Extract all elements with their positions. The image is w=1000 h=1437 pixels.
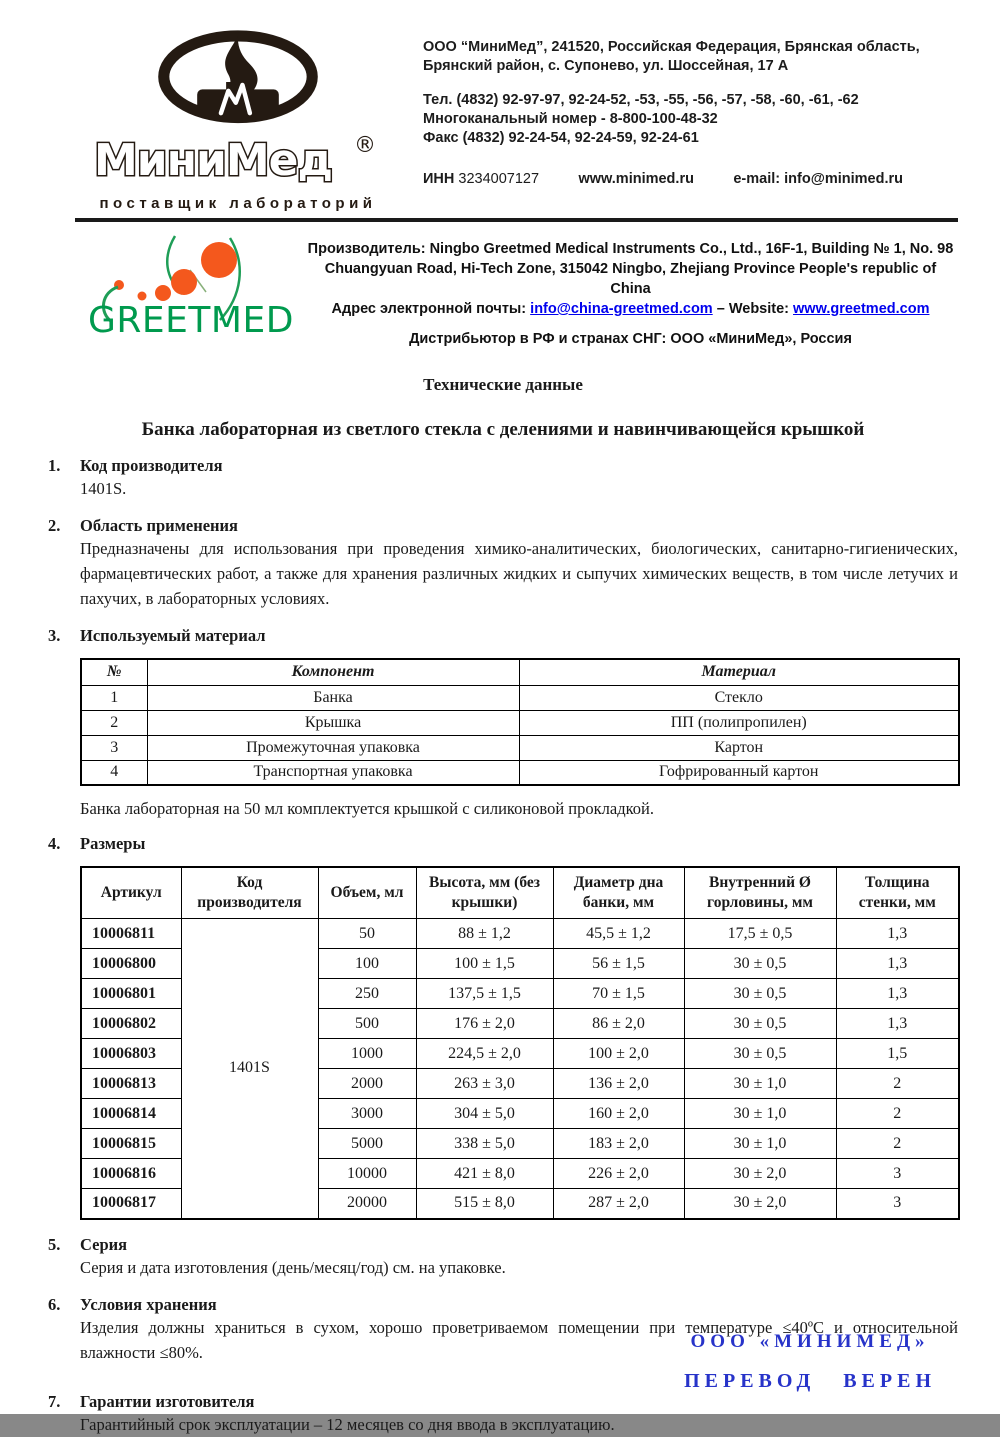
section-heading: Размеры [80, 834, 146, 853]
col-component: Компонент [147, 659, 519, 685]
section-number: 4. [48, 834, 61, 853]
section-number: 6. [48, 1294, 61, 1314]
cell-height: 100 ± 1,5 [416, 949, 553, 979]
minimed-logo [88, 30, 388, 212]
cell-component: Банка [147, 685, 519, 710]
cell-height: 137,5 ± 1,5 [416, 979, 553, 1009]
col-bottom-diameter: Диаметр дна банки, мм [553, 867, 684, 919]
company-contact [423, 30, 958, 212]
section-body: Изделия должны храниться в сухом, хорошо проветриваемом помещении при температуре ≤40ºС и относительной влажности ≤80%. [80, 1317, 958, 1362]
cell-volume: 20000 [318, 1189, 416, 1219]
cell-wall-thickness: 1,3 [836, 979, 959, 1009]
sizes-table [80, 866, 960, 1220]
cell-neck-diameter: 30 ± 0,5 [684, 1009, 836, 1039]
cell-neck-diameter: 30 ± 2,0 [684, 1159, 836, 1189]
cell-material: Картон [519, 735, 959, 760]
section-body: Гарантийный срок эксплуатации – 12 месяцев со дня ввода в эксплуатацию. [80, 1414, 615, 1434]
cell-volume: 3000 [318, 1099, 416, 1129]
greetmed-logo-art [78, 230, 300, 342]
section-number: 5. [48, 1234, 61, 1254]
document-title: Технические данные [423, 375, 583, 394]
greetmed-logo [78, 230, 303, 349]
cell-volume: 2000 [318, 1069, 416, 1099]
col-wall-thickness: Толщина стенки, мм [836, 867, 959, 919]
manufacturer-links [303, 299, 958, 319]
section-number: 1. [48, 456, 61, 475]
cell-number: 1 [81, 685, 147, 710]
cell-number: 3 [81, 735, 147, 760]
cell-height: 515 ± 8,0 [416, 1189, 553, 1219]
address-line: Брянский район, с. Супонево, ул. Шоссейная, 17 А [423, 58, 789, 74]
manufacturer-line: Производитель: Ningbo Greetmed Medical Instruments Co., Ltd., 16F-1, Building № 1, No. 98 [307, 241, 954, 257]
manufacturer-email-link[interactable]: info@china-greetmed.com [530, 301, 713, 317]
cell-number: 2 [81, 710, 147, 735]
cell-material: ПП (полипропилен) [519, 710, 959, 735]
product-title: Банка лабораторная из светлого стекла с делениями и навинчивающейся крышкой [141, 419, 865, 440]
svg-text:GREETMED: GREETMED [88, 300, 294, 341]
section-warranty [48, 1392, 958, 1437]
cell-material: Гофрированный картон [519, 760, 959, 785]
cell-height: 304 ± 5,0 [416, 1099, 553, 1129]
manufacturer-block [78, 230, 958, 349]
translation-stamp [684, 1331, 936, 1393]
registered-mark-icon: ® [354, 133, 376, 158]
cell-wall-thickness: 2 [836, 1069, 959, 1099]
col-neck-diameter: Внутренний Ø горловины, мм [684, 867, 836, 919]
inn-row [423, 170, 903, 189]
bottom-sections [48, 1235, 958, 1437]
cell-article: 10006813 [81, 1069, 181, 1099]
cell-bottom-diameter: 56 ± 1,5 [553, 949, 684, 979]
cell-article: 10006814 [81, 1099, 181, 1129]
cell-wall-thickness: 1,5 [836, 1039, 959, 1069]
fax-line: Факс (4832) 92-24-54, 92-24-59, 92-24-61 [423, 130, 699, 146]
phone-line: Многоканальный номер - 8-800-100-48-32 [423, 111, 718, 127]
distributor-line: Дистрибьютор в РФ и странах СНГ: ООО «МиниМед», Россия [409, 331, 852, 347]
stamp-company: ООО «МИНИМЕД» [690, 1330, 930, 1352]
col-article: Артикул [81, 867, 181, 919]
silicone-gasket-note: Банка лабораторная на 50 мл комплектуется крышкой с силиконовой прокладкой. [80, 799, 654, 818]
col-mfr-code: Код производителя [181, 867, 318, 919]
section-series [48, 1235, 958, 1280]
cell-wall-thickness: 2 [836, 1129, 959, 1159]
table-header-row [81, 659, 959, 685]
cell-height: 88 ± 1,2 [416, 919, 553, 949]
cell-bottom-diameter: 183 ± 2,0 [553, 1129, 684, 1159]
inn: ИНН 3234007127 [423, 171, 540, 187]
cell-number: 4 [81, 760, 147, 785]
cell-article: 10006802 [81, 1009, 181, 1039]
company-email: e-mail: info@minimed.ru [733, 171, 903, 187]
cell-component: Промежуточная упаковка [147, 735, 519, 760]
cell-article: 10006817 [81, 1189, 181, 1219]
table-row [81, 735, 959, 760]
cell-neck-diameter: 17,5 ± 0,5 [684, 919, 836, 949]
cell-volume: 250 [318, 979, 416, 1009]
cell-neck-diameter: 30 ± 1,0 [684, 1069, 836, 1099]
cell-article: 10006800 [81, 949, 181, 979]
cell-bottom-diameter: 86 ± 2,0 [553, 1009, 684, 1039]
section-application [48, 516, 958, 611]
section-heading: Условия хранения [80, 1294, 217, 1314]
cell-bottom-diameter: 287 ± 2,0 [553, 1189, 684, 1219]
cell-height: 176 ± 2,0 [416, 1009, 553, 1039]
col-height: Высота, мм (без крышки) [416, 867, 553, 919]
section-body: Серия и дата изготовления (день/месяц/год) см. на упаковке. [80, 1257, 506, 1277]
cell-volume: 50 [318, 919, 416, 949]
cell-neck-diameter: 30 ± 0,5 [684, 979, 836, 1009]
section-body: Предназначены для использования при проведения химико-аналитических, биологических, санитарно-гигиенических, фармацевтических работ, а также для хранения различных жидких и сыпучих химических веществ, в том числе летучих и пахучих, в лабораторных условиях. [80, 539, 958, 608]
cell-volume: 5000 [318, 1129, 416, 1159]
section-heading: Гарантии изготовителя [80, 1391, 255, 1411]
cell-volume: 1000 [318, 1039, 416, 1069]
cell-neck-diameter: 30 ± 0,5 [684, 949, 836, 979]
cell-volume: 500 [318, 1009, 416, 1039]
cell-neck-diameter: 30 ± 2,0 [684, 1189, 836, 1219]
header-divider [75, 218, 958, 222]
cell-wall-thickness: 2 [836, 1099, 959, 1129]
cell-neck-diameter: 30 ± 1,0 [684, 1129, 836, 1159]
cell-bottom-diameter: 160 ± 2,0 [553, 1099, 684, 1129]
logo-tagline: поставщик лабораторий [99, 195, 377, 212]
cell-bottom-diameter: 226 ± 2,0 [553, 1159, 684, 1189]
table-row [81, 710, 959, 735]
table-header-row [81, 867, 959, 919]
section-number: 2. [48, 516, 61, 535]
cell-article: 10006811 [81, 919, 181, 949]
cell-article: 10006815 [81, 1129, 181, 1159]
section-heading: Область применения [80, 516, 238, 535]
cell-article: 10006803 [81, 1039, 181, 1069]
cell-bottom-diameter: 100 ± 2,0 [553, 1039, 684, 1069]
section-heading: Серия [80, 1234, 128, 1254]
cell-neck-diameter: 30 ± 0,5 [684, 1039, 836, 1069]
cell-bottom-diameter: 136 ± 2,0 [553, 1069, 684, 1099]
materials-table [80, 658, 960, 786]
cell-volume: 10000 [318, 1159, 416, 1189]
section-sizes [48, 834, 958, 854]
table-row [81, 685, 959, 710]
section-manufacturer-code [48, 456, 958, 501]
section-heading: Код производителя [80, 456, 223, 475]
cell-article: 10006816 [81, 1159, 181, 1189]
cell-wall-thickness: 1,3 [836, 1009, 959, 1039]
website-label: – Website: [712, 301, 794, 317]
address-line: ООО “МиниМед”, 241520, Российская Федерация, Брянская область, [423, 39, 920, 55]
cell-wall-thickness: 3 [836, 1159, 959, 1189]
cell-bottom-diameter: 70 ± 1,5 [553, 979, 684, 1009]
cell-component: Транспортная упаковка [147, 760, 519, 785]
cell-article: 10006801 [81, 979, 181, 1009]
cell-height: 263 ± 3,0 [416, 1069, 553, 1099]
manufacturer-line: Chuangyuan Road, Hi-Tech Zone, 315042 Ningbo, Zhejiang Province People's republic of China [324, 261, 937, 297]
cell-neck-diameter: 30 ± 1,0 [684, 1099, 836, 1129]
cell-wall-thickness: 1,3 [836, 949, 959, 979]
cell-wall-thickness: 3 [836, 1189, 959, 1219]
phone-line: Тел. (4832) 92-97-97, 92-24-52, -53, -55, -56, -57, -58, -60, -61, -62 [423, 92, 859, 108]
email-label: Адрес электронной почты: [331, 301, 531, 317]
manufacturer-website-link[interactable]: www.greetmed.com [793, 301, 930, 317]
section-heading: Используемый материал [80, 626, 266, 645]
col-number: № [81, 659, 147, 685]
cell-height: 224,5 ± 2,0 [416, 1039, 553, 1069]
cell-volume: 100 [318, 949, 416, 979]
cell-wall-thickness: 1,3 [836, 919, 959, 949]
svg-text:МиниМед: МиниМед [94, 135, 333, 186]
stamp-verified: ПЕРЕВОД ВЕРЕН [684, 1369, 936, 1392]
cell-component: Крышка [147, 710, 519, 735]
cell-height: 421 ± 8,0 [416, 1159, 553, 1189]
col-volume: Объем, мл [318, 867, 416, 919]
company-website: www.minimed.ru [578, 171, 694, 187]
cell-height: 338 ± 5,0 [416, 1129, 553, 1159]
manufacturer-info [303, 230, 958, 349]
minimed-wordmark [88, 130, 388, 188]
section-body: 1401S. [80, 479, 127, 498]
section-material [48, 626, 958, 646]
candle-icon [148, 30, 328, 125]
cell-material: Стекло [519, 685, 959, 710]
cell-bottom-diameter: 45,5 ± 1,2 [553, 919, 684, 949]
cell-mfr-code: 1401S [181, 919, 318, 1219]
section-number: 7. [48, 1391, 61, 1411]
section-number: 3. [48, 626, 61, 645]
table-row [81, 760, 959, 785]
col-material: Материал [519, 659, 959, 685]
table-row [81, 919, 959, 949]
letterhead [88, 30, 958, 212]
